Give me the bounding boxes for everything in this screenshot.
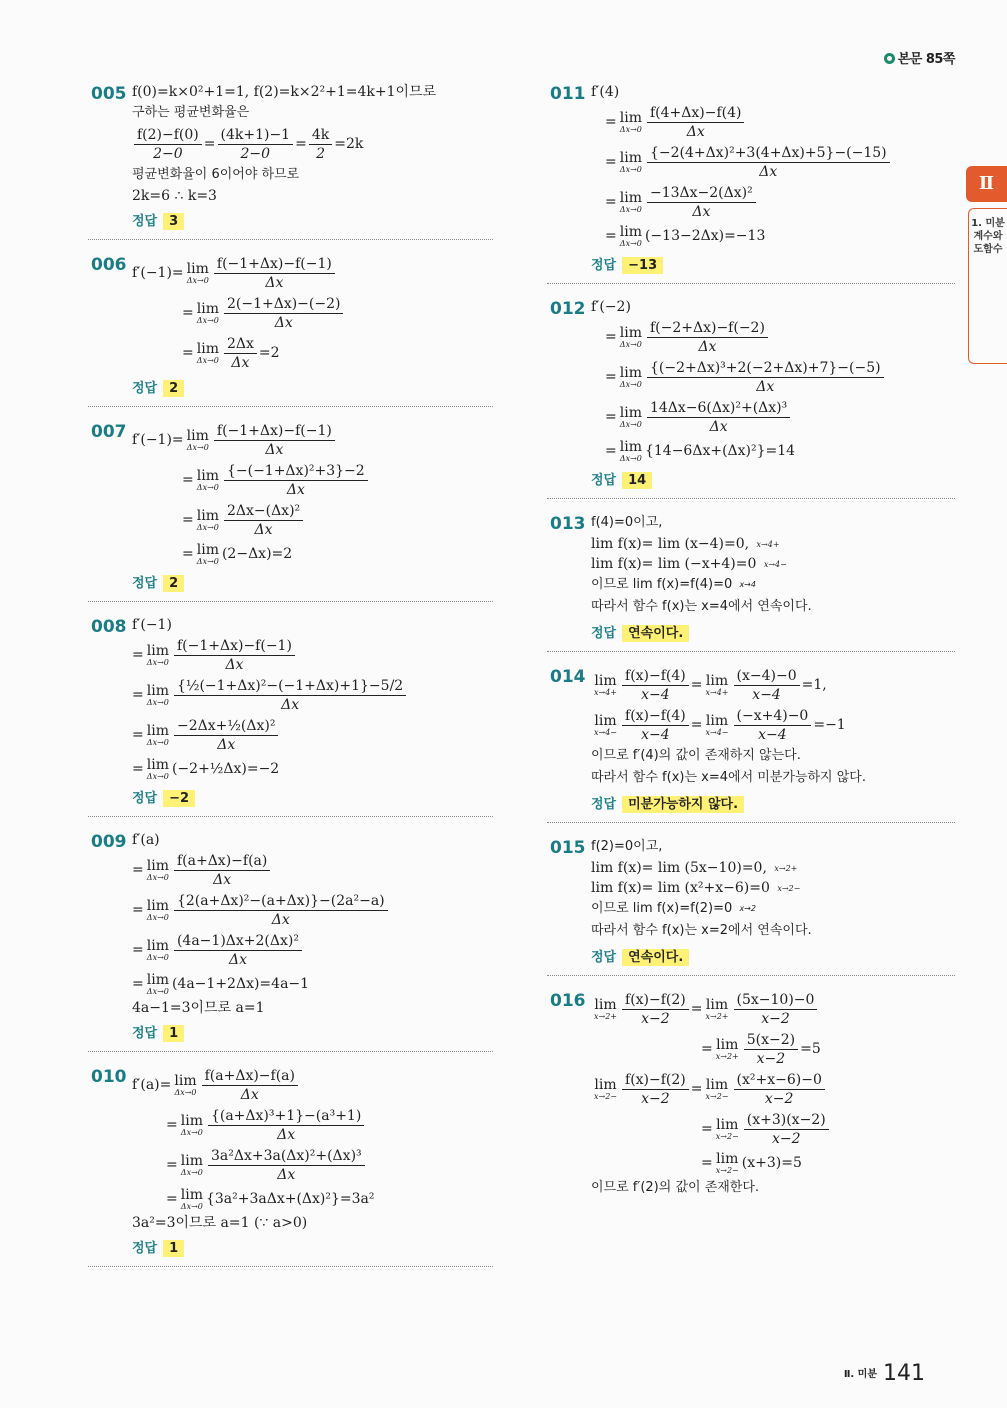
answer: 정답 2 xyxy=(132,377,493,396)
left-column xyxy=(88,78,493,1276)
problem-009: 009 f′(a) = lim Δx→0 $\frac{f(a+\Delta x)-f(a)}{\Delta x}$ = lim Δx→0 $\frac{\text{\{2(a+Δx)²−(a+Δx)\}−(2a²−a)}}{\Delta x}$ = lim Δx→0 $\frac{\text{(4a−1)Δx+2(Δx)²}}{\Delta x}$ = lim Δx→0 (4a−1+2Δx)=4a−1 4a−1=3이므로 a=1 정답 1 xyxy=(88,826,493,1052)
section-tab[interactable]: 1. 미분계수와 도함수 xyxy=(968,208,1007,364)
answer: 정답 연속이다. xyxy=(591,946,955,965)
chapter-tab[interactable]: Ⅱ xyxy=(966,166,1007,202)
answer: 정답 1 xyxy=(132,1022,493,1041)
footer-chapter: Ⅱ. 미분 xyxy=(843,1369,877,1380)
answer: 정답 2 xyxy=(132,572,493,591)
problem-016: 016 lim x→2+ $\frac{f(x)-f(2)}{x-2}$ = lim x→2+ $\frac{(5x-10)-0}{x-2}$ = lim x→2+ $\frac{5(x-2)}{x-2}$ =5 lim x→2− $\frac{f(x)-f(2)}{x-2}$ = lim x→2− $\frac{\text{(x²+x−6)−0}}{x-2}$ = lim x→2− $\frac{(x+3)(x-2)}{x-2}$ = lim x→2− (x+3)=5 이므로 f′(2)의 값이 존재한다. xyxy=(547,985,955,1209)
problem-007: 007 f′(−1)= lim Δx→0 $\frac{f(-1+\Delta x)-f(-1)}{\Delta x}$ = lim Δx→0 $\frac{\text{\{−(−1+Δx)²+3\}−2}}{\Delta x}$ = lim Δx→0 $\frac{\text{2Δx−(Δx)²}}{\Delta x}$ = lim Δx→0 (2−Δx)=2 정답 2 xyxy=(88,416,493,602)
answer: 정답 연속이다. xyxy=(591,622,955,641)
problem-010: 010 f′(a)= lim Δx→0 $\frac{f(a+\Delta x)-f(a)}{\Delta x}$ = lim Δx→0 $\frac{\text{\{(a+Δx)³+1\}−(a³+1)}}{\Delta x}$ = lim Δx→0 $\frac{\text{3a²Δx+3a(Δx)²+(Δx)³}}{\Delta x}$ = lim Δx→0 {3a²+3aΔx+(Δx)²}=3a² 3a²=3이므로 a=1 (∵ a>0) 정답 1 xyxy=(88,1061,493,1267)
reference-label: 본문 85쪽 xyxy=(884,48,955,67)
problem-005: 005 f(0)=k×0²+1=1, f(2)=k×2²+1=4k+1이므로 구하는 평균변화율은 $\frac{f(2)-f(0)}{2-0}$ = $\frac{(4k+1)-1}{2-0}$ = $\frac{4k}{2}$ =2k 평균변화율이 6이어야 하므로 2k=6 ∴ k=3 정답 3 xyxy=(88,78,493,240)
problem-014: 014 lim x→4+ $\frac{f(x)-f(4)}{x-4}$ = lim x→4+ $\frac{(x-4)-0}{x-4}$ =1, lim x→4− $\frac{f(x)-f(4)}{x-4}$ = lim x→4− $\frac{(-x+4)-0}{x-4}$ =−1 이므로 f′(4)의 값이 존재하지 않는다. 따라서 함수 f(x)는 x=4에서 미분가능하지 않다. 정답 미분가능하지 않다. xyxy=(547,661,955,823)
answer: 정답 −13 xyxy=(591,254,955,273)
problem-015: 015 f(2)=0이고, lim f(x)= lim (5x−10)=0, x→2+ lim f(x)= lim (x²+x−6)=0 x→2− 이므로 lim f(x)=f(2)=0 x→2 따라서 함수 f(x)는 x=2에서 연속이다. 정답 연속이다. xyxy=(547,832,955,976)
answer: 정답 14 xyxy=(591,469,955,488)
problem-006: 006 f′(−1)= lim Δx→0 $\frac{f(-1+\Delta x)-f(-1)}{\Delta x}$ = lim Δx→0 $\frac{2(-1+\Delta x)-(-2)}{\Delta x}$ = lim Δx→0 $\frac{2\Delta x}{\Delta x}$ =2 정답 2 xyxy=(88,249,493,407)
answer: 정답 미분가능하지 않다. xyxy=(591,793,955,812)
right-column xyxy=(547,78,955,1218)
problem-011: 011 f′(4) = lim Δx→0 $\frac{f(4+\Delta x)-f(4)}{\Delta x}$ = lim Δx→0 $\frac{\text{\{−2(4+Δx)²+3(4+Δx)+5\}−(−15)}}{\Delta x}$ = lim Δx→0 $\frac{\text{−13Δx−2(Δx)²}}{\Delta x}$ = lim Δx→0 (−13−2Δx)=−13 정답 −13 xyxy=(547,78,955,284)
problem-008: 008 f′(−1) = lim Δx→0 $\frac{f(-1+\Delta x)-f(-1)}{\Delta x}$ = lim Δx→0 $\frac{\text{\{½(−1+Δx)²−(−1+Δx)+1\}−5/2}}{\Delta x}$ = lim Δx→0 $\frac{\text{−2Δx+½(Δx)²}}{\Delta x}$ = lim Δx→0 (−2+½Δx)=−2 정답 −2 xyxy=(88,611,493,817)
page-number: 141 xyxy=(883,1361,925,1386)
answer: 정답 −2 xyxy=(132,787,493,806)
answer: 정답 3 xyxy=(132,210,493,229)
problem-013: 013 f(4)=0이고, lim f(x)= lim (x−4)=0, x→4+ lim f(x)= lim (−x+4)=0 x→4− 이므로 lim f(x)=f(4)=0 x→4 따라서 함수 f(x)는 x=4에서 연속이다. 정답 연속이다. xyxy=(547,508,955,652)
problem-012: 012 f′(−2) = lim Δx→0 $\frac{f(-2+\Delta x)-f(-2)}{\Delta x}$ = lim Δx→0 $\frac{\text{\{(−2+Δx)³+2(−2+Δx)+7\}−(−5)}}{\Delta x}$ = lim Δx→0 $\frac{\text{14Δx−6(Δx)²+(Δx)³}}{\Delta x}$ = lim Δx→0 {14−6Δx+(Δx)²}=14 정답 14 xyxy=(547,293,955,499)
answer: 정답 1 xyxy=(132,1237,493,1256)
circle-icon xyxy=(884,53,895,64)
